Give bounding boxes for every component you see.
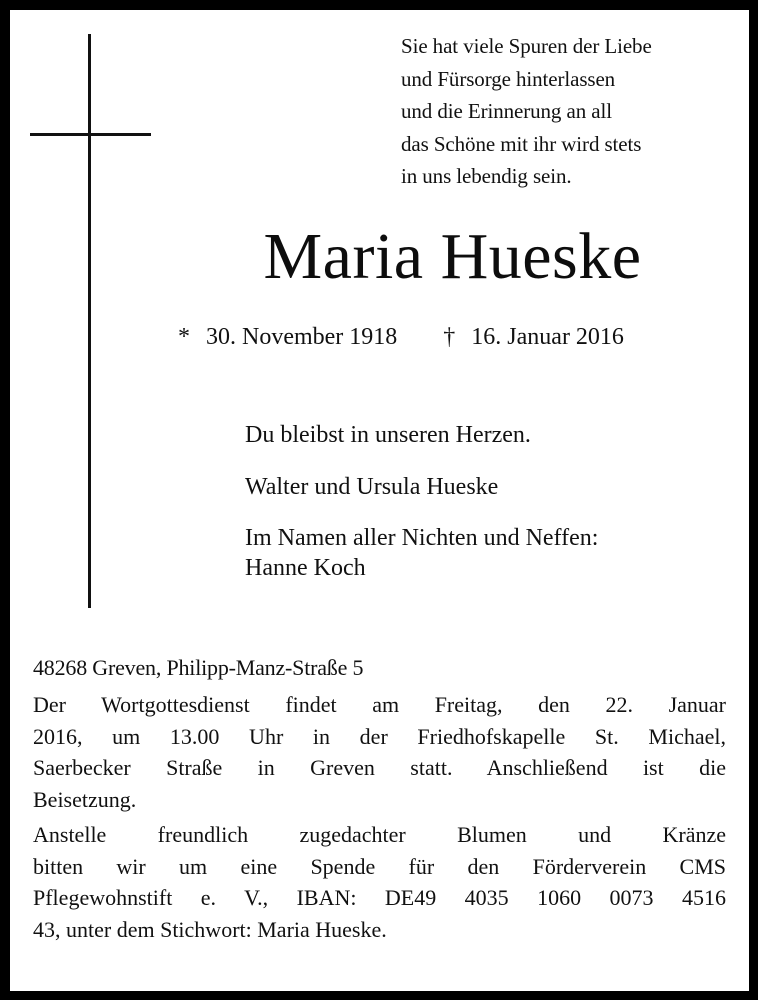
on-behalf-line: Im Namen aller Nichten und Neffen: xyxy=(245,525,599,551)
service-line: Der Wortgottesdienst findet am Freitag, den 22. Januar xyxy=(33,692,726,717)
family-line: Walter und Ursula Hueske xyxy=(245,474,499,500)
donation-line: 43, unter dem Stichwort: Maria Hueske. xyxy=(33,916,387,942)
donation-paragraph xyxy=(33,819,726,945)
signatory-line: Hanne Koch xyxy=(245,555,366,581)
details-block xyxy=(33,651,726,945)
verse-line: Sie hat viele Spuren der Liebe xyxy=(401,34,652,58)
service-line: Beisetzung. xyxy=(33,786,137,812)
verse-line: das Schöne mit ihr wird stets xyxy=(401,131,642,156)
donation-line: bitten wir um eine Spende für den Förderverein CMS xyxy=(33,853,726,879)
death-dagger-icon: † xyxy=(443,324,456,350)
memorial-verse xyxy=(401,30,652,193)
mourners-block xyxy=(245,420,598,583)
death-date: 16. Januar 2016 xyxy=(471,324,624,350)
birth-asterisk-icon: * xyxy=(178,324,190,350)
life-dates xyxy=(178,319,624,355)
service-line: 2016, um 13.00 Uhr in der Friedhofskapelle St. Michael, xyxy=(33,723,726,749)
verse-line: in uns lebendig sein. xyxy=(401,164,572,188)
service-line: Saerbecker Straße in Greven statt. Anschließend ist die xyxy=(33,755,726,780)
obituary-notice xyxy=(10,10,749,991)
verse-line: und Fürsorge hinterlassen xyxy=(401,66,616,91)
cross-icon-crossbar xyxy=(30,133,151,136)
farewell-line: Du bleibst in unseren Herzen. xyxy=(245,422,531,448)
donation-line: Anstelle freundlich zugedachter Blumen und Kränze xyxy=(33,822,726,847)
address: 48268 Greven, Philipp-Manz-Straße 5 xyxy=(33,655,364,680)
deceased-name: Maria Hueske xyxy=(263,220,642,293)
birth-date: 30. November 1918 xyxy=(206,324,398,350)
cross-icon xyxy=(88,34,91,608)
verse-line: und die Erinnerung an all xyxy=(401,99,612,123)
donation-line: Pflegewohnstift e. V., IBAN: DE49 4035 1060 0073 4516 xyxy=(33,885,726,910)
service-paragraph xyxy=(33,689,726,815)
